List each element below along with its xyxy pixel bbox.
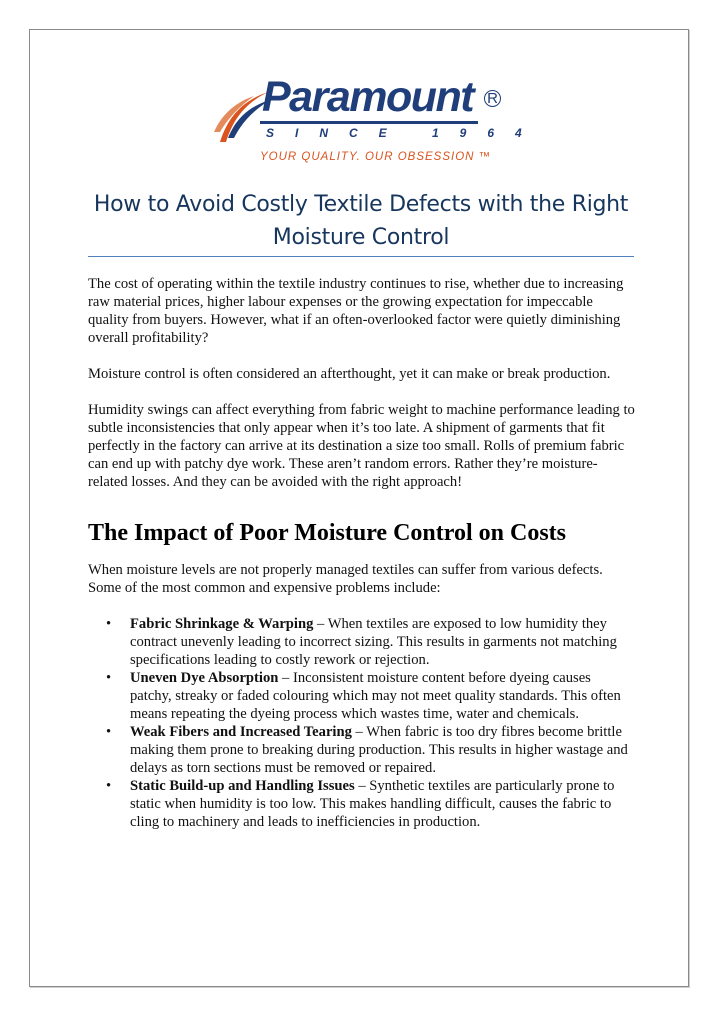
bullet-text: – Inconsistent moisture content before dyeing causes patchy, streaky or faded colouring which may not meet quality standards. This often means repeating the dyeing process which wastes time, water and chemicals. bbox=[130, 670, 621, 722]
bullet-icon: • bbox=[106, 616, 112, 632]
list-item bbox=[88, 669, 636, 723]
registered-mark: R bbox=[484, 90, 501, 107]
bullet-text: – When textiles are exposed to low humidity they contract unevenly leading to incorrect sizing. This results in garments not matching specifications leading to costly rework or rejection. bbox=[130, 616, 617, 668]
document-body bbox=[88, 275, 636, 831]
bullet-icon: • bbox=[106, 724, 112, 740]
logo-since: SINCE 1964 bbox=[266, 126, 543, 140]
logo-rule bbox=[260, 121, 478, 124]
logo-tagline: YOUR QUALITY. OUR OBSESSION ™ bbox=[260, 151, 492, 163]
list-item bbox=[88, 777, 636, 831]
paramount-logo bbox=[214, 73, 543, 170]
bullet-term: Fabric Shrinkage & Warping bbox=[130, 616, 314, 632]
paragraph-afterthought: Moisture control is often considered an afterthought, yet it can make or break production. bbox=[88, 366, 611, 382]
document-title: How to Avoid Costly Textile Defects with the Right Moisture Control bbox=[93, 192, 629, 250]
bullet-term: Weak Fibers and Increased Tearing bbox=[130, 724, 352, 740]
list-item bbox=[88, 723, 636, 777]
bullet-term: Static Build-up and Handling Issues bbox=[130, 778, 355, 794]
paragraph-humidity: Humidity swings can affect everything from fabric weight to machine performance leading to subtle inconsistencies that only appear when it’s too late. A shipment of garments that fit perfectly in the factory can arrive at its destination a size too small. Rolls of premium fabric can end up with patchy dye work. These aren’t random errors. Rather they’re moisture-related losses. And they can be avoided with the right approach! bbox=[88, 402, 635, 490]
bullet-icon: • bbox=[106, 670, 112, 686]
section-intro: When moisture levels are not properly managed textiles can suffer from various defects. Some of the most common and expensive problems include: bbox=[88, 562, 603, 596]
bullet-text: – Synthetic textiles are particularly prone to static when humidity is too low. This makes handling difficult, causes the fabric to cling to machinery and leads to inefficiencies in production. bbox=[130, 778, 615, 830]
paragraph-intro: The cost of operating within the textile industry continues to rise, whether due to increasing raw material prices, higher labour expenses or the growing expectation for impeccable quality from buyers. However, what if an often-overlooked factor were quietly diminishing overall profitability? bbox=[88, 276, 624, 346]
defect-list bbox=[88, 615, 636, 831]
bullet-term: Uneven Dye Absorption bbox=[130, 670, 279, 686]
bullet-icon: • bbox=[106, 778, 112, 794]
logo-wordmark: Paramount bbox=[262, 73, 474, 121]
bullet-text: – When fabric is too dry fibres become brittle making them prone to breaking during production. This results in higher wastage and delays as torn sections must be removed or repaired. bbox=[130, 724, 628, 776]
title-divider bbox=[88, 256, 634, 257]
list-item bbox=[88, 615, 636, 669]
section-heading: The Impact of Poor Moisture Control on Costs bbox=[88, 520, 566, 546]
